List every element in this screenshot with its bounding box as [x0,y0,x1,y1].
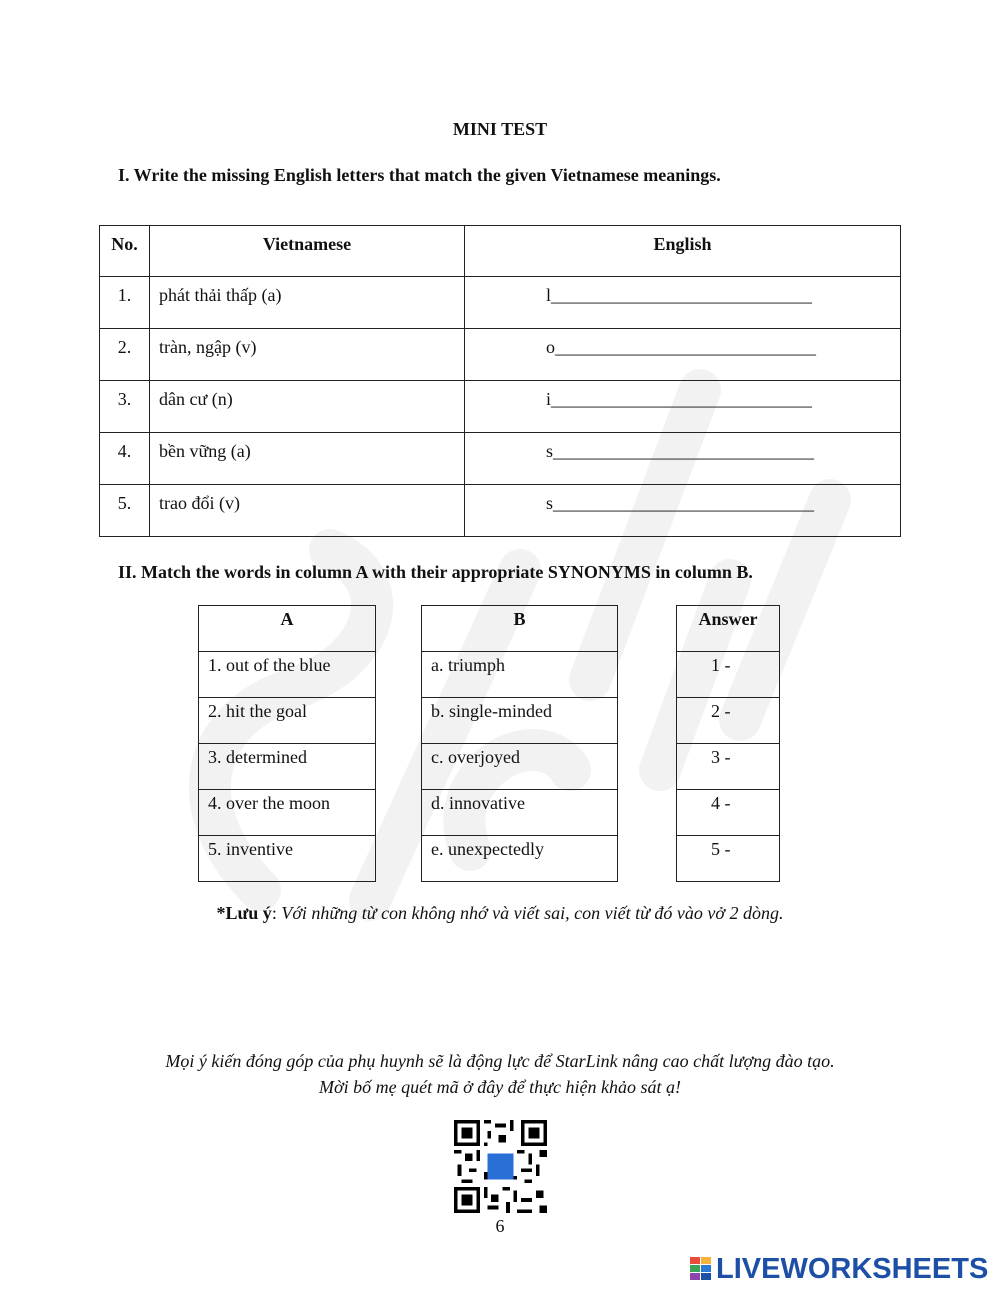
column-a-item: 4. over the moon [199,790,376,836]
answer-field[interactable]: 5 - [677,836,780,882]
header-english: English [465,226,901,277]
answer-table [676,605,780,882]
answer-field[interactable]: 2 - [677,698,780,744]
column-b-header: B [422,606,618,652]
vietnamese-word: bền vững (a) [150,433,465,485]
note-label: *Lưu ý [216,903,272,923]
header-no: No. [100,226,150,277]
column-a-header: A [199,606,376,652]
row-number: 1. [100,277,150,329]
footer-survey-prompt: Mời bố mẹ quét mã ở đây để thực hiện khảo sát ạ! [319,1077,681,1097]
column-a-table [198,605,376,882]
page-title: MINI TEST [452,119,548,139]
liveworksheets-cube-icon [690,1257,712,1281]
footer-message: Mọi ý kiến đóng góp của phụ huynh sẽ là động lực để StarLink nâng cao chất lượng đào tạo. [165,1051,835,1071]
english-answer-blank[interactable]: s_____________________________ [465,433,901,485]
qr-code-icon[interactable] [454,1120,547,1213]
liveworksheets-logo[interactable] [690,1254,990,1284]
answer-field[interactable]: 1 - [677,652,780,698]
header-vietnamese: Vietnamese [150,226,465,277]
section-2-heading: II. Match the words in column A with their appropriate SYNONYMS in column B. [118,562,753,582]
vietnamese-word: tràn, ngập (v) [150,329,465,381]
answer-header: Answer [677,606,780,652]
english-answer-blank[interactable]: i_____________________________ [465,381,901,433]
column-a-item: 5. inventive [199,836,376,882]
row-number: 5. [100,485,150,537]
liveworksheets-logo-text: LIVEWORKSHEETS [716,1253,989,1285]
column-a-item: 3. determined [199,744,376,790]
section-1-heading: I. Write the missing English letters that match the given Vietnamese meanings. [118,165,721,185]
table-row [100,277,901,329]
column-b-item: e. unexpectedly [422,836,618,882]
answer-field[interactable]: 4 - [677,790,780,836]
note: *Lưu ý: Với những từ con không nhớ và viết sai, con viết từ đó vào vở 2 dòng. [216,903,784,923]
table-row [100,433,901,485]
column-b-item: c. overjoyed [422,744,618,790]
table-row [100,381,901,433]
row-number: 4. [100,433,150,485]
column-b-item: d. innovative [422,790,618,836]
table-row [100,485,901,537]
vietnamese-word: trao đổi (v) [150,485,465,537]
table-header-row [100,226,901,277]
column-a-item: 2. hit the goal [199,698,376,744]
column-b-item: b. single-minded [422,698,618,744]
row-number: 3. [100,381,150,433]
column-a-item: 1. out of the blue [199,652,376,698]
note-text: Với những từ con không nhớ và viết sai, con viết từ đó vào vở 2 dòng. [281,903,784,923]
vocabulary-table [99,225,901,537]
row-number: 2. [100,329,150,381]
column-b-table [421,605,618,882]
vietnamese-word: dân cư (n) [150,381,465,433]
english-answer-blank[interactable]: l_____________________________ [465,277,901,329]
answer-field[interactable]: 3 - [677,744,780,790]
page-number: 6 [495,1216,505,1236]
english-answer-blank[interactable]: s_____________________________ [465,485,901,537]
table-row [100,329,901,381]
vietnamese-word: phát thải thấp (a) [150,277,465,329]
english-answer-blank[interactable]: o_____________________________ [465,329,901,381]
column-b-item: a. triumph [422,652,618,698]
